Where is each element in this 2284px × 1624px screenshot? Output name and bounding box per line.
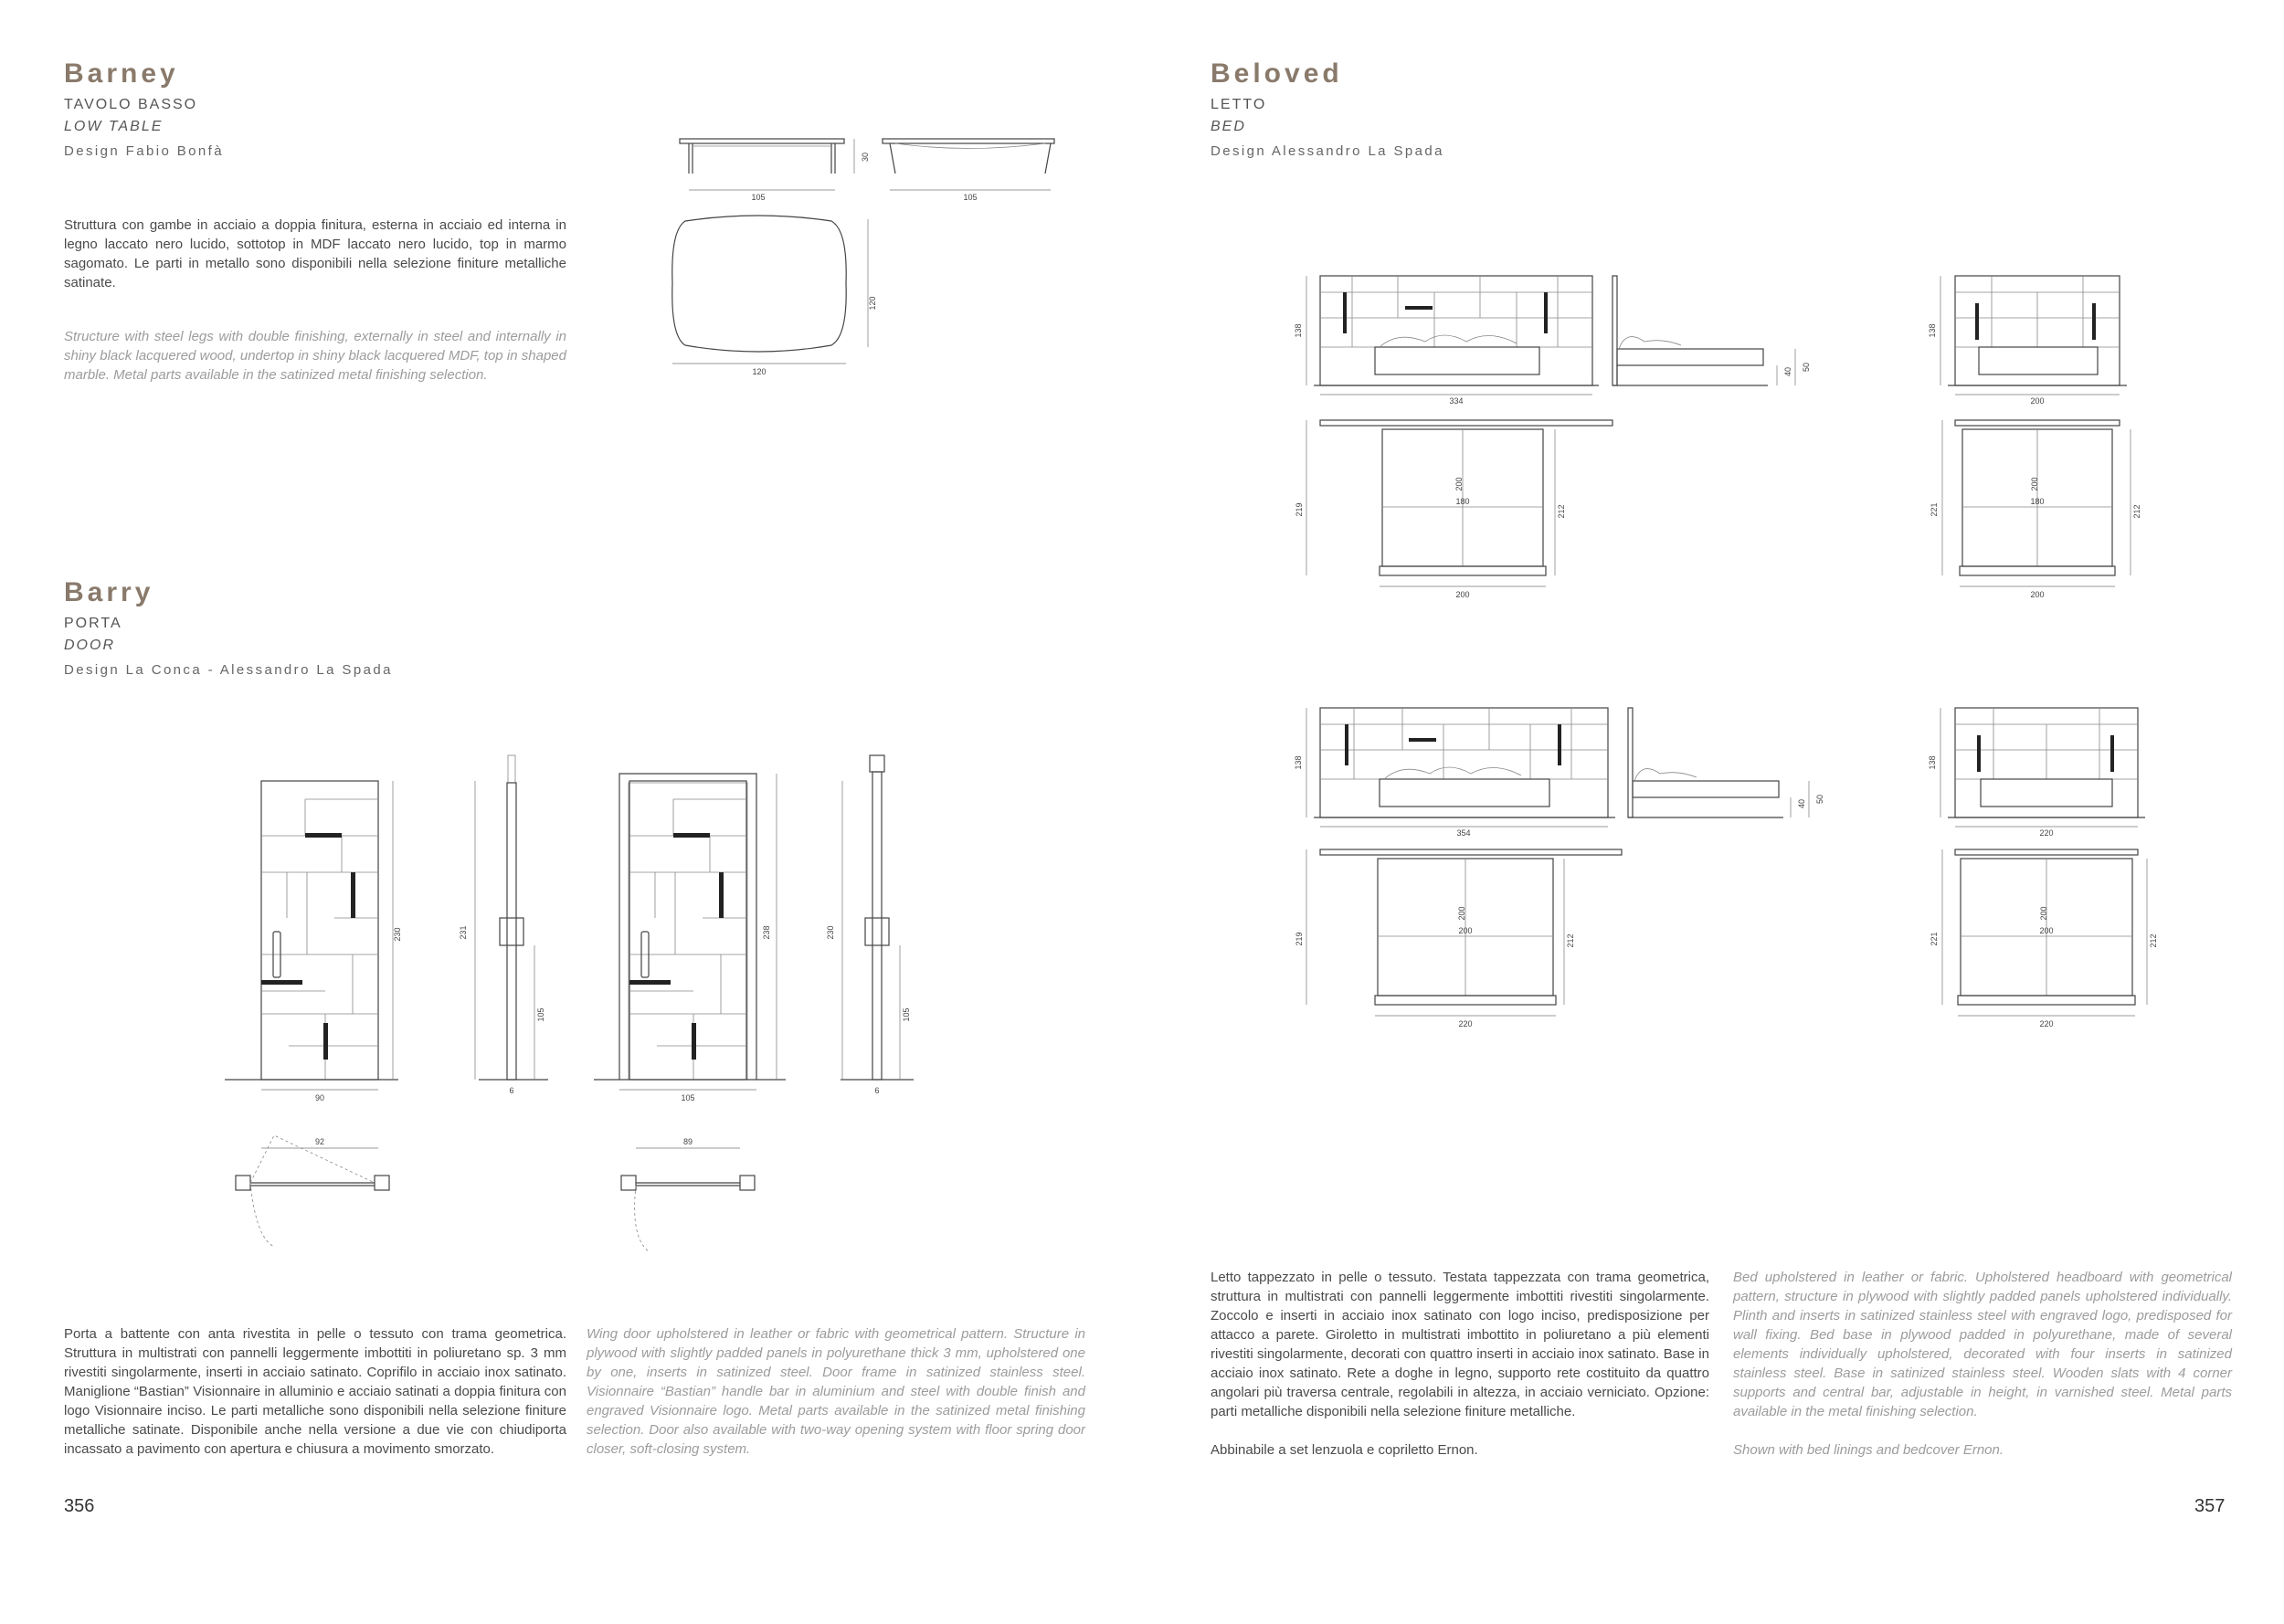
dim-c-height: 138 bbox=[1294, 755, 1303, 770]
page-number-left: 356 bbox=[64, 1496, 95, 1516]
beloved-technical-drawing bbox=[1294, 265, 2174, 1060]
product-designer: Design Fabio Bonfà bbox=[64, 143, 224, 159]
product-category-en: LOW TABLE bbox=[64, 119, 164, 134]
dim-c-plan-mattress-width: 200 bbox=[1458, 926, 1473, 935]
dim-d-plan-mattress-width: 200 bbox=[2039, 926, 2054, 935]
dim-side1-height: 231 bbox=[459, 925, 468, 940]
page-number-right: 357 bbox=[2194, 1496, 2226, 1516]
beloved-header bbox=[1211, 58, 1722, 163]
barry-plan-1 bbox=[236, 1135, 389, 1247]
beloved-description-en: Bed upholstered in leather or fabric. Upholstered headboard with geometrical pattern, structure in plywood with slightly padded panels upholstered individually. Plinth and inserts in satinized stainless steel with engraved logo, predisposed for wall fixing. Bed base in plywood padded in polyurethane, made of several elements individually upholstered, decorated with four inserts in satinized stainless steel. Base in satinized stainless steel. Wooden slats with 4 corner supports and central bar, adjustable in height, in varnished steel. Metal parts available in the metal finishing selection. bbox=[1733, 1270, 2232, 1419]
dim-top-width: 120 bbox=[752, 367, 767, 376]
dim-door2-height: 238 bbox=[762, 925, 771, 940]
dim-c-side-40: 40 bbox=[1797, 798, 1806, 809]
dim-d-width: 220 bbox=[2039, 828, 2054, 838]
barney-header bbox=[64, 58, 576, 163]
beloved-description-it-block bbox=[1211, 1268, 1709, 1460]
beloved-description-it: Letto tappezzato in pelle o tessuto. Testata tappezzata con trama geometrica, struttura in multistrati con pannelli leggermente imbottiti rivestiti singolarmente. Zoccolo e inserti in acciaio inox satinato con logo inciso, predisposizione per attacco a parete. Giroletto in multistrati imbottito in poliuretano a più elementi rivestiti singolarmente, decorati con quattro inserti in acciaio inox satinato. Base in acciaio inox satinato. Rete a doghe in legno, supporto rete costituito da quattro angolari più traversa centrale, regolabili in altezza, in acciaio verniciato. Opzione: parti metalliche disponibili nella selezione finiture metalliche. bbox=[1211, 1270, 1709, 1419]
barry-technical-drawing bbox=[219, 754, 1096, 1265]
dim-side2-thick: 6 bbox=[874, 1086, 880, 1095]
dim-side-width: 105 bbox=[963, 193, 978, 202]
product-designer: Design La Conca - Alessandro La Spada bbox=[64, 662, 393, 678]
barney-description-en: Structure with steel legs with double finishing, externally in steel and internally in shiny black lacquered wood, undertop in shiny black lacquered MDF, top in shaped marble. Metal parts available in the satinized metal finishing selection. bbox=[64, 329, 566, 383]
dim-side1-handle: 105 bbox=[536, 1007, 545, 1022]
dim-c-plan-width: 220 bbox=[1458, 1019, 1473, 1028]
product-category-it: LETTO bbox=[1211, 97, 1267, 112]
dim-d-plan-depth: 221 bbox=[1930, 932, 1939, 946]
barry-door-front-2 bbox=[594, 774, 786, 1102]
product-name: Barney bbox=[64, 58, 179, 89]
dim-b-plan-width: 200 bbox=[2030, 590, 2045, 599]
dim-a-height: 138 bbox=[1294, 323, 1303, 338]
dim-b-width: 200 bbox=[2030, 396, 2045, 406]
barry-header bbox=[64, 577, 576, 681]
dim-a-plan-mattress-width: 180 bbox=[1455, 497, 1470, 506]
beloved-c-front bbox=[1294, 708, 1615, 838]
product-name: Beloved bbox=[1211, 58, 1343, 89]
barry-door-side-2 bbox=[826, 755, 914, 1095]
product-category-en: BED bbox=[1211, 119, 1246, 134]
dim-height: 30 bbox=[861, 152, 870, 163]
beloved-description-en-note: Shown with bed linings and bedcover Ernon. bbox=[1733, 1442, 2004, 1458]
dim-front-width: 105 bbox=[751, 193, 766, 202]
barney-technical-drawing bbox=[667, 128, 1096, 420]
dim-a-side-50: 50 bbox=[1802, 362, 1811, 373]
dim-b-plan-mattress-depth: 200 bbox=[2030, 477, 2039, 491]
dim-side1-thick: 6 bbox=[509, 1086, 514, 1095]
product-name: Barry bbox=[64, 577, 154, 607]
dim-a-width: 334 bbox=[1449, 396, 1464, 406]
dim-d-plan-width: 220 bbox=[2039, 1019, 2054, 1028]
barry-door-front-1 bbox=[225, 781, 402, 1102]
beloved-d-plan bbox=[1930, 849, 2158, 1028]
dim-d-height: 138 bbox=[1928, 755, 1937, 770]
dim-d-plan-side: 212 bbox=[2149, 933, 2158, 948]
beloved-c-plan bbox=[1295, 849, 1622, 1028]
dim-a-plan-mattress-depth: 200 bbox=[1454, 477, 1464, 491]
dim-plan1-width: 92 bbox=[314, 1137, 325, 1146]
dim-c-side-50: 50 bbox=[1815, 794, 1824, 805]
barry-plan-2 bbox=[621, 1137, 755, 1251]
dim-side2-height: 230 bbox=[826, 925, 835, 940]
dim-a-side-40: 40 bbox=[1783, 366, 1792, 377]
barney-side-view bbox=[883, 139, 1054, 202]
beloved-a-front bbox=[1294, 276, 1599, 406]
beloved-description-it-note: Abbinabile a set lenzuola e copriletto Ernon. bbox=[1211, 1442, 1478, 1458]
dim-b-plan-mattress-width: 180 bbox=[2030, 497, 2045, 506]
barry-description-it: Porta a battente con anta rivestita in pelle o tessuto con trama geometrica. Struttura in multistrati con pannelli leggermente imbottiti in poliuretano sp. 3 mm rivestiti singolarmente, inserti in acciaio satinato. Coprifilo in acciaio inox satinato. Maniglione “Bastian” Visionnaire in alluminio e acciaio satinati a doppia finitura con logo Visionnaire inciso. Le parti metalliche sono disponibili nella selezione finiture metalliche satinate. Disponibile anche nella versione a due vie con chiudiporta incassato a pavimento con apertura e chiusura a movimento smorzato. bbox=[64, 1326, 566, 1457]
beloved-d-front bbox=[1928, 708, 2145, 838]
dim-a-plan-width: 200 bbox=[1455, 590, 1470, 599]
barney-top-view bbox=[672, 216, 877, 376]
dim-b-height: 138 bbox=[1928, 323, 1937, 338]
dim-door1-height: 230 bbox=[393, 927, 402, 942]
dim-d-plan-mattress-depth: 200 bbox=[2039, 906, 2048, 921]
dim-a-plan-depth: 219 bbox=[1295, 502, 1304, 517]
beloved-c-side bbox=[1628, 708, 1824, 817]
product-category-it: PORTA bbox=[64, 616, 122, 631]
dim-door2-width: 105 bbox=[681, 1093, 695, 1102]
product-category-en: DOOR bbox=[64, 638, 115, 653]
barry-description-en: Wing door upholstered in leather or fabric with geometrical pattern. Structure in plywood with slightly padded panels in polyurethane thick 3 mm, upholstered one by one, inserts in satinized steel. Door frame in satinized stainless steel. Visionnaire “Bastian” handle bar in aluminium and steel with double finish and engraved Visionnaire logo. Metal parts available in the satinized metal finishing selection. Door also available with two-way opening system with floor spring door closer, soft-closing system. bbox=[587, 1326, 1085, 1457]
barney-front-view bbox=[680, 139, 870, 202]
dim-b-plan-side: 212 bbox=[2132, 504, 2141, 519]
beloved-description-en-block bbox=[1733, 1268, 2232, 1460]
dim-top-depth: 120 bbox=[868, 296, 877, 311]
dim-side2-handle: 105 bbox=[902, 1007, 911, 1022]
beloved-b-front bbox=[1928, 276, 2127, 406]
dim-c-plan-mattress-depth: 200 bbox=[1457, 906, 1466, 921]
product-category-it: TAVOLO BASSO bbox=[64, 97, 198, 112]
dim-b-plan-depth: 221 bbox=[1930, 502, 1939, 517]
barry-door-side-1 bbox=[459, 755, 548, 1095]
beloved-a-side bbox=[1613, 276, 1811, 385]
product-designer: Design Alessandro La Spada bbox=[1211, 143, 1444, 159]
dim-c-plan-side: 212 bbox=[1566, 933, 1575, 948]
dim-plan2-width: 89 bbox=[682, 1137, 693, 1146]
dim-door1-width: 90 bbox=[314, 1093, 325, 1102]
dim-c-width: 354 bbox=[1456, 828, 1471, 838]
dim-c-plan-depth: 219 bbox=[1295, 932, 1304, 946]
beloved-a-plan bbox=[1295, 420, 1613, 599]
dim-a-plan-side: 212 bbox=[1557, 504, 1566, 519]
beloved-b-plan bbox=[1930, 420, 2141, 599]
barney-description-it: Struttura con gambe in acciaio a doppia finitura, esterna in acciaio ed interna in legno laccato nero lucido, sottotop in MDF laccato nero lucido, top in marmo sagomato. Le parti in metallo sono disponibili nella selezione finiture metalliche satinate. bbox=[64, 217, 566, 290]
